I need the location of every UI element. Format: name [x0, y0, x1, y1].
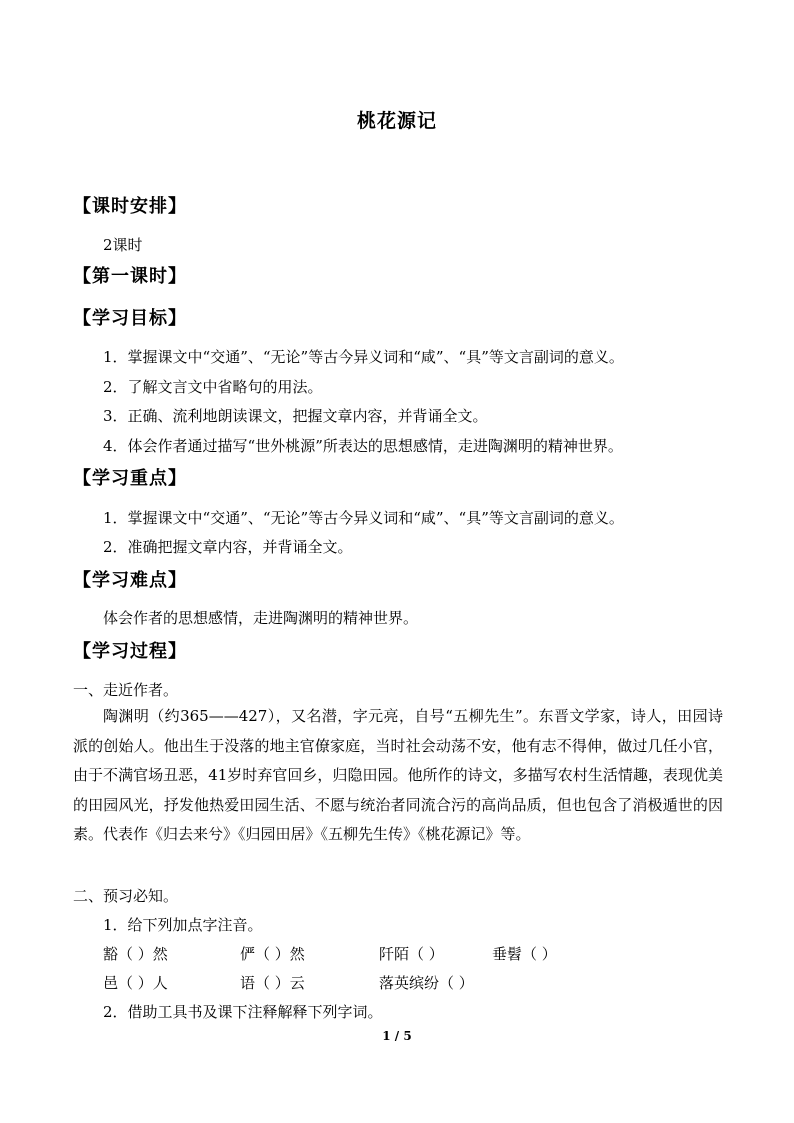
schedule-heading: 【课时安排】: [73, 196, 187, 217]
focus-heading: 【学习重点】: [73, 468, 187, 489]
pinyin-item: 阡陌（ ）: [379, 945, 444, 963]
pinyin-item: 邑（ ）人: [103, 974, 168, 992]
goals-heading: 【学习目标】: [73, 308, 187, 329]
focus-item: 2．准确把握文章内容，并背诵全文。: [103, 538, 353, 556]
goal-item: 2．了解文言文中省略句的用法。: [103, 378, 323, 396]
page-title: 桃花源记: [356, 110, 437, 132]
process-heading: 【学习过程】: [73, 641, 187, 662]
pinyin-row-1: [103, 943, 723, 965]
pinyin-item: 垂髫（ ）: [492, 945, 557, 963]
pinyin-item: 落英缤纷（ ）: [379, 974, 474, 992]
difficulty-text: 体会作者的思想感情，走进陶渊明的精神世界。: [103, 609, 419, 627]
pinyin-row-2: [103, 972, 723, 994]
difficulty-heading: 【学习难点】: [73, 570, 187, 591]
goal-item: 3．正确、流利地朗读课文，把握文章内容，并背诵全文。: [103, 407, 488, 425]
pinyin-item: 俨（ ）然: [240, 945, 305, 963]
question-2: 2．借助工具书及课下注释解释下列字词。: [103, 1003, 383, 1021]
page-number: 1 / 5: [382, 1029, 412, 1043]
focus-item: 1．掌握课文中“交通”、“无论”等古今异义词和“咸”、“具”等文言副词的意义。: [103, 509, 624, 527]
question-1: 1．给下列加点字注音。: [103, 916, 263, 934]
goal-item: 1．掌握课文中“交通”、“无论”等古今异义词和“咸”、“具”等文言副词的意义。: [103, 348, 624, 366]
pinyin-item: 豁（ ）然: [103, 945, 168, 963]
part2-title: 二、预习必知。: [73, 887, 179, 905]
schedule-value: 2课时: [103, 236, 143, 254]
first-lesson-heading: 【第一课时】: [73, 266, 187, 287]
goal-item: 4．体会作者通过描写“世外桃源”所表达的思想感情，走进陶渊明的精神世界。: [103, 437, 623, 455]
pinyin-item: 语（ ）云: [240, 974, 305, 992]
part1-title: 一、走近作者。: [73, 681, 179, 699]
author-paragraph: 陶渊明（约365——427），又名潜，字元亮，自号“五柳先生”。东晋文学家，诗人，田园诗派的创始人。他出生于没落的地主官僚家庭，当时社会动荡不安，他有志不得伸，做过几任小官，由于不满官场丑恶，41岁时弃官回乡，归隐田园。他所作的诗文，多描写农村生活情趣，表现优美的田园风光，抒发他热爱田园生活、不愿与统治者同流合污的高尚品质，但也包含了消极遁世的因素。代表作《归去来兮》《归园田居》《五柳先生传》《桃花源记》等。: [73, 707, 723, 843]
